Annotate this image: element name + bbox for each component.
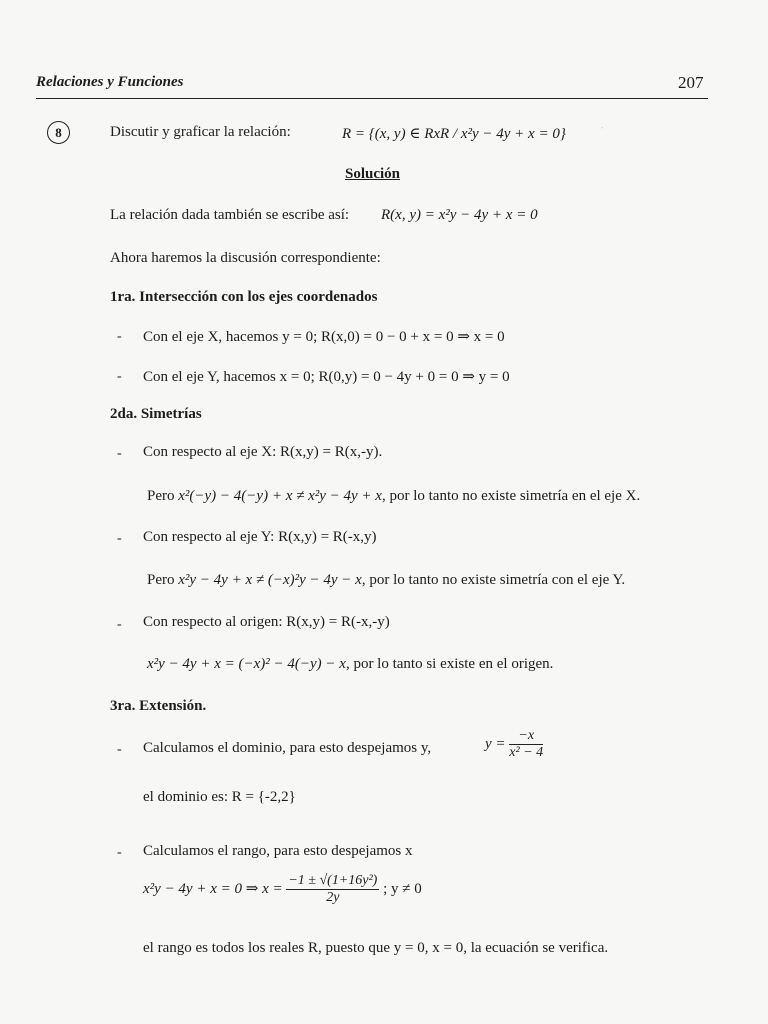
intro-line: La relación dada también se escribe así: bbox=[110, 207, 350, 223]
domain-result: el dominio es: R = {-2,2} bbox=[143, 789, 296, 805]
symmetry-y-detail bbox=[147, 572, 625, 589]
symmetry-y-axis: Con respecto al eje Y: R(x,y) = R(-x,y) bbox=[143, 529, 377, 545]
intersection-x-axis: Con el eje X, hacemos y = 0; R(x,0) = 0 − 0 + x = 0 ⇒ x = 0 bbox=[143, 329, 505, 345]
domain-instruction: Calculamos el dominio, para esto despejamos y, bbox=[143, 740, 432, 756]
bullet-dash: - bbox=[117, 369, 122, 384]
domain-equation bbox=[485, 728, 543, 761]
range-denominator: 2y bbox=[326, 890, 340, 905]
range-lhs: x²y − 4y + x = 0 ⇒ x = bbox=[143, 880, 283, 897]
symmetry-x-suffix: , por lo tanto no existe simetría en el eje X. bbox=[381, 488, 641, 504]
bullet-dash: - bbox=[117, 531, 122, 546]
header-rule bbox=[36, 98, 708, 99]
range-instruction: Calculamos el rango, para esto despejamos x bbox=[143, 843, 413, 859]
bullet-dash: - bbox=[117, 329, 122, 344]
range-numerator: −1 ± √(1+16y²) bbox=[288, 873, 378, 888]
problem-relation: R = {(x, y) ∈ RxR / x²y − 4y + x = 0} bbox=[342, 126, 566, 142]
symmetry-y-suffix: , por lo tanto no existe simetría con el eje Y. bbox=[361, 572, 626, 588]
symmetry-y-math: x²y − 4y + x ≠ (−x)²y − 4y − x bbox=[178, 572, 362, 588]
symmetry-y-prefix: Pero bbox=[147, 572, 175, 588]
solution-heading: Solución bbox=[345, 166, 401, 182]
domain-numerator: −x bbox=[509, 728, 543, 745]
symmetry-origin-math: x²y − 4y + x = (−x)² − 4(−y) − x bbox=[147, 656, 346, 672]
intersection-y-axis: Con el eje Y, hacemos x = 0; R(0,y) = 0 − 4y + 0 = 0 ⇒ y = 0 bbox=[143, 369, 510, 385]
bullet-dash: - bbox=[117, 446, 122, 461]
symmetry-origin: Con respecto al origen: R(x,y) = R(-x,-y) bbox=[143, 614, 390, 630]
problem-number-badge: 8 bbox=[47, 121, 70, 144]
section-heading-extension: 3ra. Extensión. bbox=[110, 698, 207, 714]
symmetry-origin-suffix: , por lo tanto si existe en el origen. bbox=[345, 656, 554, 672]
bullet-dash: - bbox=[117, 742, 122, 757]
bleed-through-text: · bbox=[600, 120, 605, 135]
section-heading-symmetry: 2da. Simetrías bbox=[110, 406, 202, 422]
symmetry-x-math: x²(−y) − 4(−y) + x ≠ x²y − 4y + x bbox=[178, 488, 382, 504]
domain-lhs: y = bbox=[485, 735, 506, 752]
bullet-dash: - bbox=[117, 845, 122, 860]
intro-equation: R(x, y) = x²y − 4y + x = 0 bbox=[381, 207, 538, 223]
page-number: 207 bbox=[678, 73, 704, 92]
bullet-dash: - bbox=[117, 617, 122, 632]
range-condition: ; y ≠ 0 bbox=[383, 880, 422, 897]
symmetry-x-detail bbox=[147, 488, 640, 505]
symmetry-origin-detail bbox=[147, 656, 553, 673]
problem-prompt: Discutir y graficar la relación: bbox=[110, 124, 291, 140]
running-header-title: Relaciones y Funciones bbox=[36, 74, 184, 90]
range-result: el rango es todos los reales R, puesto que y = 0, x = 0, la ecuación se verifica. bbox=[143, 940, 609, 956]
domain-denominator: x² − 4 bbox=[509, 745, 544, 760]
symmetry-x-prefix: Pero bbox=[147, 488, 175, 504]
section-heading-intersections: 1ra. Intersección con los ejes coordenados bbox=[110, 289, 378, 305]
range-equation bbox=[143, 873, 422, 906]
range-fraction bbox=[286, 873, 379, 906]
discussion-intro: Ahora haremos la discusión correspondiente: bbox=[110, 250, 381, 266]
domain-fraction bbox=[509, 728, 543, 761]
symmetry-x-axis: Con respecto al eje X: R(x,y) = R(x,-y). bbox=[143, 444, 383, 460]
